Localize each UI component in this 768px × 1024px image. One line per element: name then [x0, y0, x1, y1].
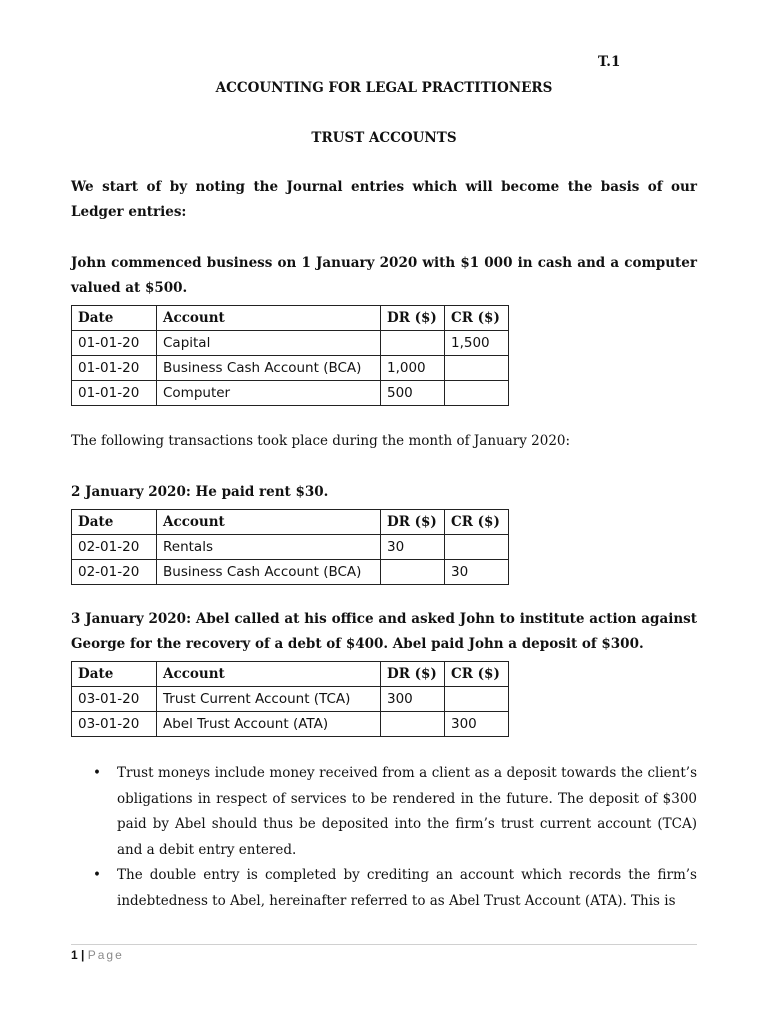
transition-paragraph: The following transactions took place during the month of January 2020:	[71, 433, 571, 449]
cell-cr	[445, 535, 509, 560]
col-date: Date	[72, 510, 157, 535]
cell-date: 03-01-20	[72, 712, 157, 737]
bullet-text: Trust moneys include money received from a client as a deposit towards the client’s obligations in respect of services to be rendered in the future. The deposit of $300 paid by Abel should thus be deposited into the firm’s trust current account (TCA) and a debit entry entered.	[117, 765, 697, 858]
col-dr: DR ($)	[381, 306, 445, 331]
table-row	[72, 712, 509, 737]
table-row	[72, 560, 509, 585]
section1-heading: John commenced business on 1 January 2020 with $1 000 in cash and a computer valued at $500.	[71, 255, 697, 296]
cell-dr	[381, 712, 445, 737]
journal-table-1	[71, 305, 509, 406]
cell-cr	[445, 381, 509, 406]
col-dr: DR ($)	[381, 510, 445, 535]
journal-table-3	[71, 661, 509, 737]
table-row	[72, 381, 509, 406]
col-date: Date	[72, 306, 157, 331]
col-dr: DR ($)	[381, 662, 445, 687]
cell-date: 01-01-20	[72, 381, 157, 406]
table-header-row	[72, 510, 509, 535]
bullet-icon: •	[93, 867, 101, 883]
table-header-row	[72, 662, 509, 687]
col-date: Date	[72, 662, 157, 687]
col-account: Account	[157, 510, 381, 535]
cell-date: 01-01-20	[72, 356, 157, 381]
footer-separator: |	[81, 948, 85, 962]
cell-account: Capital	[157, 331, 381, 356]
col-account: Account	[157, 306, 381, 331]
cell-cr	[445, 687, 509, 712]
cell-date: 03-01-20	[72, 687, 157, 712]
col-cr: CR ($)	[445, 510, 509, 535]
section-title: TRUST ACCOUNTS	[311, 130, 457, 146]
intro-paragraph: We start of by noting the Journal entries which will become the basis of our Ledger entries:	[71, 179, 697, 220]
cell-dr: 300	[381, 687, 445, 712]
table-row	[72, 331, 509, 356]
section3-heading: 3 January 2020: Abel called at his office and asked John to institute action against George for the recovery of a debt of $400. Abel paid John a deposit of $300.	[71, 611, 697, 652]
document-ref: T.1	[598, 54, 621, 70]
document-title: ACCOUNTING FOR LEGAL PRACTITIONERS	[215, 80, 553, 96]
cell-dr: 500	[381, 381, 445, 406]
list-item	[71, 761, 697, 863]
page-number: 1	[71, 948, 78, 962]
table-row	[72, 535, 509, 560]
list-item	[71, 863, 697, 914]
table-row	[72, 356, 509, 381]
col-account: Account	[157, 662, 381, 687]
cell-date: 02-01-20	[72, 560, 157, 585]
cell-date: 01-01-20	[72, 331, 157, 356]
cell-cr: 300	[445, 712, 509, 737]
cell-account: Trust Current Account (TCA)	[157, 687, 381, 712]
table-header-row	[72, 306, 509, 331]
bullet-icon: •	[93, 765, 101, 781]
cell-dr	[381, 560, 445, 585]
footer-divider	[71, 944, 697, 945]
section2-heading: 2 January 2020: He paid rent $30.	[71, 484, 329, 500]
cell-cr: 30	[445, 560, 509, 585]
cell-account: Abel Trust Account (ATA)	[157, 712, 381, 737]
col-cr: CR ($)	[445, 306, 509, 331]
cell-cr	[445, 356, 509, 381]
col-cr: CR ($)	[445, 662, 509, 687]
cell-date: 02-01-20	[72, 535, 157, 560]
cell-dr: 1,000	[381, 356, 445, 381]
table-row	[72, 687, 509, 712]
bullet-text: The double entry is completed by crediting an account which records the firm’s indebtedness to Abel, hereinafter referred to as Abel Trust Account (ATA). This is	[117, 867, 697, 909]
bullet-list	[71, 761, 697, 914]
cell-account: Business Cash Account (BCA)	[157, 356, 381, 381]
cell-account: Rentals	[157, 535, 381, 560]
cell-account: Business Cash Account (BCA)	[157, 560, 381, 585]
cell-dr	[381, 331, 445, 356]
cell-cr: 1,500	[445, 331, 509, 356]
journal-table-2	[71, 509, 509, 585]
page-footer	[71, 948, 124, 962]
cell-account: Computer	[157, 381, 381, 406]
cell-dr: 30	[381, 535, 445, 560]
page-label: Page	[87, 948, 124, 962]
